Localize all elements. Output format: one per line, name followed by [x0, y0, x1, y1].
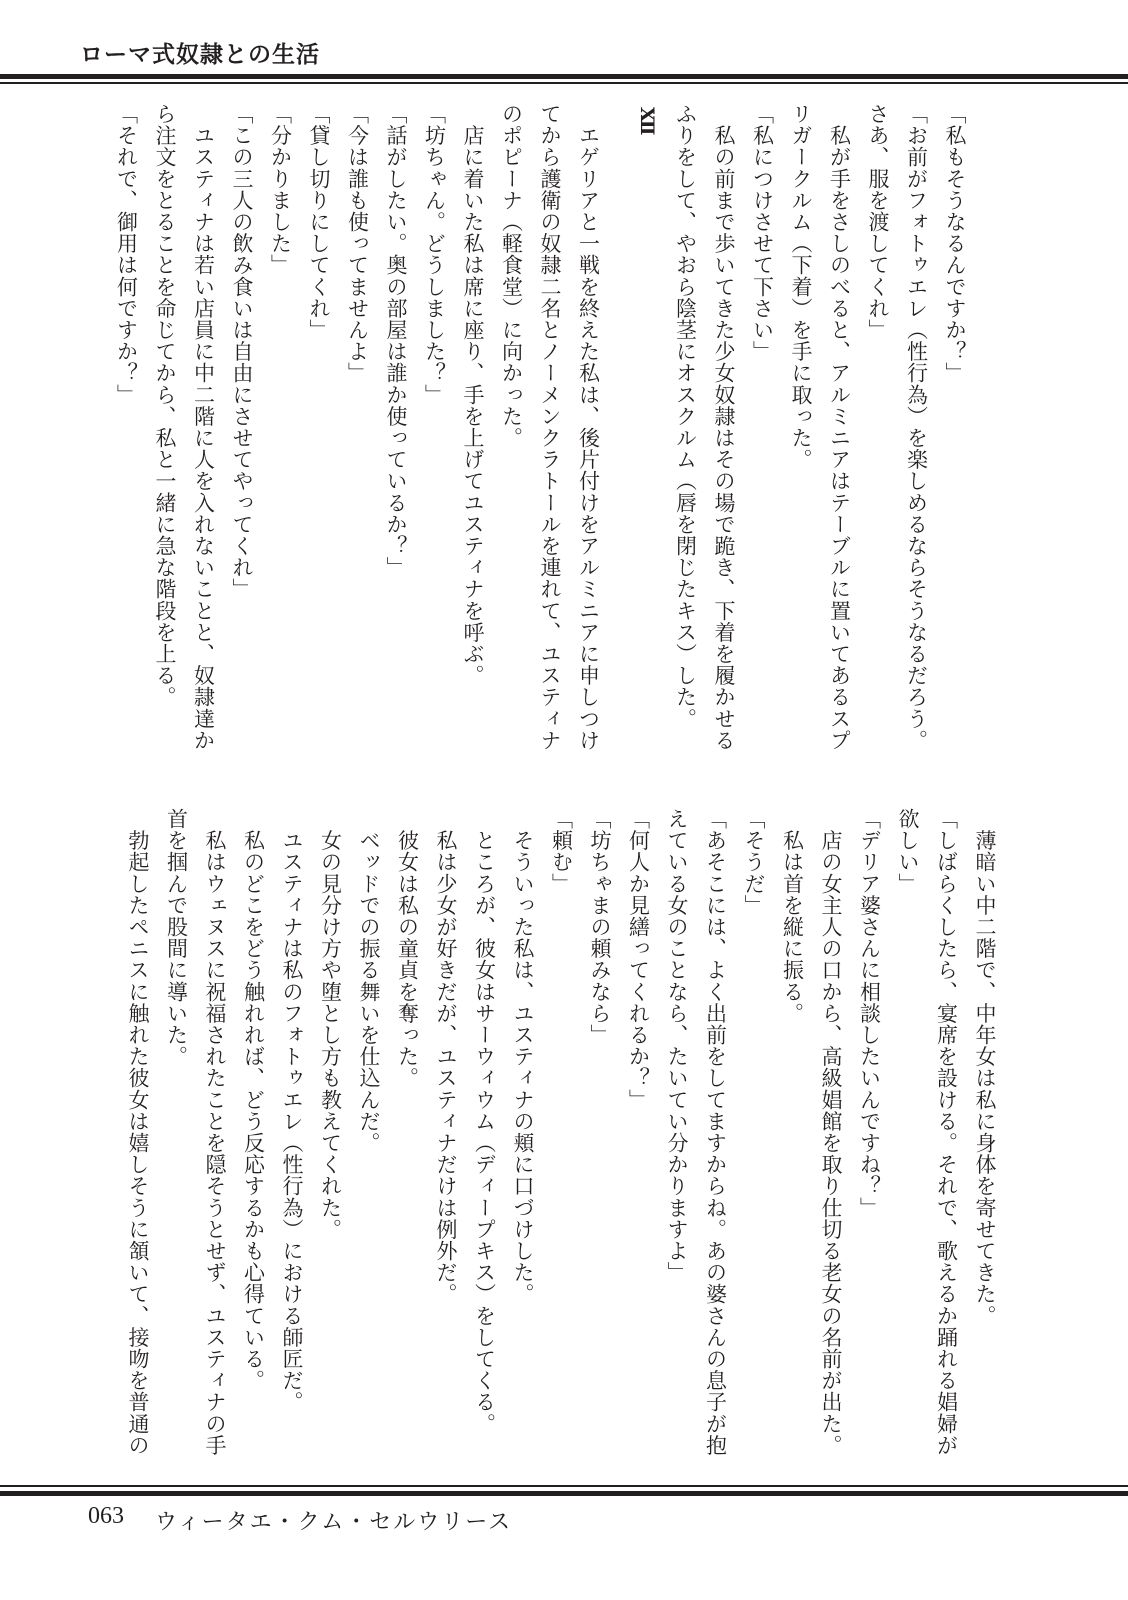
text-line: さあ、服を渡してくれ」: [866, 103, 890, 341]
text-line: てから護衛の奴隷二名とノーメンクラトールを連れて、ユスティナ: [538, 103, 562, 751]
text-line: そういった私は、ユスティナの頬に口づけした。: [511, 808, 535, 1305]
text-line: 「お前がフォトゥエレ（性行為）を楽しめるならそうなるだろう。: [904, 103, 929, 751]
text-line: リガークルム（下着）を手に取った。: [789, 103, 813, 471]
text-line: ユスティナは若い店員に中二階に人を入れないことと、奴隷達か: [191, 103, 216, 751]
text-line: ユスティナは私のフォトゥエレ（性行為）における師匠だ。: [280, 808, 304, 1413]
book-title: ウィータエ・クム・セルウリース: [155, 1510, 513, 1535]
text-line: 欲しい」: [896, 808, 920, 895]
header-rule-thin: [0, 82, 1128, 84]
text-line: 「あそこには、よく出前をしてますからね。あの婆さんの息子が抱: [703, 808, 728, 1456]
text-line: 「しばらくしたら、宴席を設ける。それで、歌えるか踊れる娼婦が: [934, 808, 959, 1456]
text-line: 女の見分け方や堕とし方も教えてくれた。: [318, 808, 343, 1240]
text-line: 「それで、御用は何ですか？」: [114, 103, 139, 406]
text-line: 私の前まで歩いてきた少女奴隷はその場で跪き、下着を履かせる: [712, 103, 736, 751]
text-line: ふりをして、やおら陰茎にオスクルム（唇を閉じたキス）した。: [673, 103, 698, 730]
running-header-title: ローマ式奴隷との生活: [80, 41, 320, 68]
top-text-tier: [107, 103, 974, 753]
text-line: のポピーナ（軽食堂）に向かった。: [499, 103, 524, 449]
bottom-text-tier: [119, 808, 1005, 1458]
text-line: 「この三人の飲み食いは自由にさせてやってくれ」: [230, 103, 254, 600]
text-line: ら注文をとることを命じてから、私と一緒に急な階段を上る。: [153, 103, 177, 708]
section-heading: XII: [636, 107, 658, 134]
text-line: 「デリア婆さんに相談したいんですね？」: [857, 808, 882, 1219]
text-line: 薄暗い中二階で、中年女は私に身体を寄せてきた。: [973, 808, 997, 1327]
footer-rule-thin: [0, 1485, 1128, 1487]
text-line: 「何人か見繕ってくれるか？」: [626, 808, 651, 1111]
text-line: 私が手をさしのべると、アルミニアはテーブルに置いてあるスプ: [827, 103, 852, 751]
text-line: 「分かりました」: [268, 103, 293, 276]
text-line: 「話がしたい。奥の部屋は誰か使っているか？」: [384, 103, 408, 579]
text-line: 首を掴んで股間に導いた。: [164, 808, 189, 1068]
text-line: 「そうだ」: [742, 808, 766, 916]
text-line: 私のどこをどう触れれば、どう反応するかも心得ている。: [241, 808, 266, 1392]
header-rule-thick: [0, 74, 1128, 79]
text-line: 彼女は私の童貞を奪った。: [395, 808, 420, 1089]
text-line: 勃起したペニスに触れた彼女は嬉しそうに頷いて、接吻を普通の: [126, 808, 150, 1456]
text-line: 「坊ちゃん。どうしました？」: [422, 103, 447, 406]
text-line: ところが、彼女はサーウィウム（ディープキス）をしてくる。: [472, 808, 497, 1435]
text-line: 店に着いた私は席に座り、手を上げてユスティナを呼ぶ。: [461, 103, 485, 687]
text-line: 「貸し切りにしてくれ」: [307, 103, 331, 341]
text-line: 「坊ちゃまの頼みなら」: [588, 808, 612, 1046]
text-line: 私は首を縦に振る。: [780, 808, 805, 1024]
text-line: 店の女主人の口から、高級娼館を取り仕切る老女の名前が出た。: [819, 808, 843, 1456]
text-line: 「頼む」: [549, 808, 574, 895]
text-line: 「私もそうなるんですか？」: [943, 103, 967, 384]
page-number: 063: [88, 1503, 124, 1529]
text-line: ベッドでの振る舞いを仕込んだ。: [357, 808, 381, 1154]
text-line: 私は少女が好きだが、ユスティナだけは例外だ。: [434, 808, 458, 1305]
text-line: 「私につけさせて下さい」: [750, 103, 775, 363]
text-line: 私はウェヌスに祝福されたことを隠そうとせず、ユスティナの手: [203, 808, 227, 1456]
footer-rule-thick: [0, 1491, 1128, 1496]
text-line: えている女のことなら、たいてい分かりますよ」: [665, 808, 689, 1284]
text-line: 「今は誰も使ってませんよ」: [345, 103, 370, 384]
text-line: エゲリアと一戦を終えた私は、後片付けをアルミニアに申しつけ: [576, 103, 601, 751]
